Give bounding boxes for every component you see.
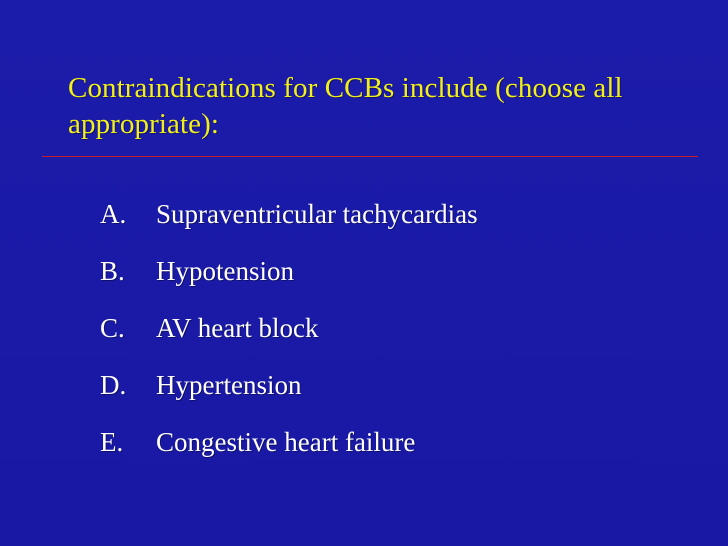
- slide-title: Contraindications for CCBs include (choose all appropriate):: [68, 72, 623, 140]
- option-text: AV heart block: [156, 313, 319, 343]
- option-a: [100, 196, 478, 253]
- option-letter: E.: [100, 427, 124, 457]
- option-text: Congestive heart failure: [156, 427, 416, 457]
- option-d: [100, 367, 478, 424]
- answer-options: [100, 196, 478, 481]
- option-e: [100, 424, 478, 481]
- option-letter: C.: [100, 313, 125, 343]
- option-letter: A.: [100, 199, 127, 229]
- title-divider: [42, 156, 698, 157]
- option-text: Supraventricular tachycardias: [156, 199, 478, 229]
- option-letter: D.: [100, 370, 127, 400]
- option-c: [100, 310, 478, 367]
- option-text: Hypotension: [156, 256, 294, 286]
- option-letter: B.: [100, 256, 125, 286]
- option-text: Hypertension: [156, 370, 302, 400]
- option-b: [100, 253, 478, 310]
